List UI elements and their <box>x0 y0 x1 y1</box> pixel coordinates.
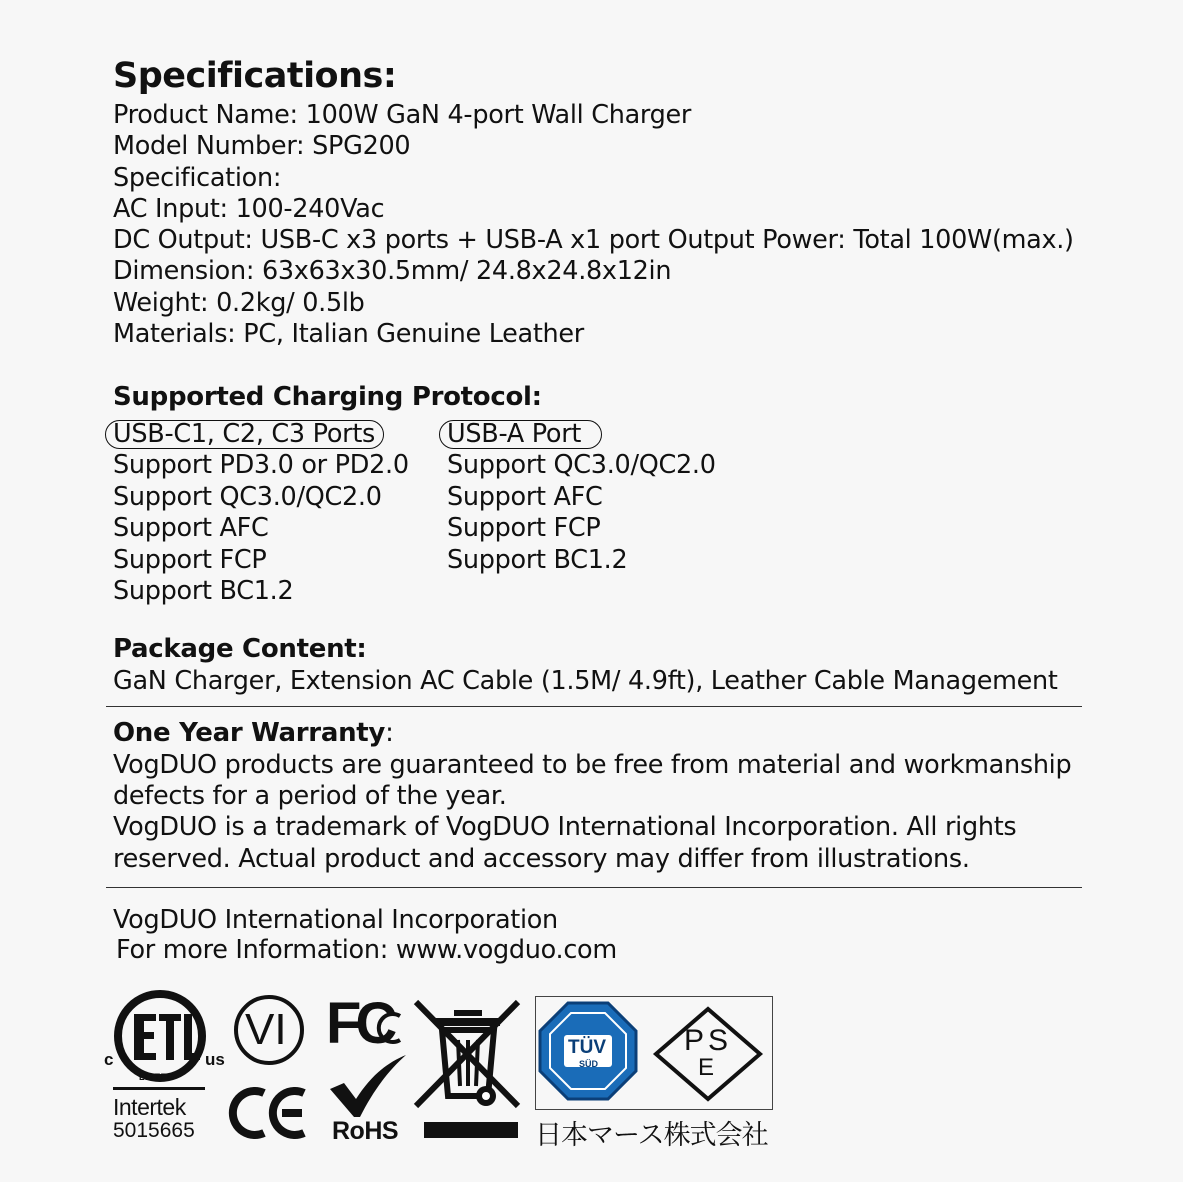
package-title: Package Content: <box>113 634 367 664</box>
protocol-item: Support FCP <box>447 513 601 544</box>
vi-label: VI <box>245 1005 287 1054</box>
company-info: For more Information: www.vogduo.com <box>116 935 617 965</box>
warranty-line: VogDUO products are guaranteed to be free from material and workmanship <box>113 750 1072 780</box>
specifications-title: Specifications: <box>113 56 397 96</box>
tuv-label: TÜV <box>568 1037 606 1058</box>
specifications-list <box>113 100 1074 350</box>
protocol-item: Support QC3.0/QC2.0 <box>113 481 382 512</box>
rohs-logo <box>326 1055 410 1145</box>
etl-listed-logo <box>104 990 229 1090</box>
intertek-number: 5015665 <box>113 1119 195 1142</box>
pse-ps-label: PS <box>684 1024 733 1057</box>
protocol-title: Supported Charging Protocol: <box>113 382 542 412</box>
warranty-heading <box>113 717 394 749</box>
protocol-item: Support AFC <box>447 481 603 512</box>
divider <box>106 887 1082 888</box>
crossed-out-bin-icon <box>414 1000 522 1142</box>
spec-line: AC Input: 100-240Vac <box>113 193 385 224</box>
intertek-label: Intertek <box>113 1094 186 1120</box>
etl-listed-label: LISTED <box>139 1072 175 1082</box>
spec-line: Model Number: SPG200 <box>113 131 411 162</box>
pse-e-label: E <box>698 1054 715 1081</box>
spec-line: DC Output: USB-C x3 ports + USB-A x1 port Output Power: Total 100W(max.) <box>113 225 1074 256</box>
spec-line: Dimension: 63x63x30.5mm/ 24.8x24.8x12in <box>113 256 672 287</box>
usb-c-protocol-list <box>113 419 409 607</box>
protocol-item: Support QC3.0/QC2.0 <box>447 450 716 481</box>
divider <box>106 706 1082 707</box>
package-content-text: GaN Charger, Extension AC Cable (1.5M/ 4.9ft), Leather Cable Management <box>113 666 1058 696</box>
warranty-colon: : <box>385 718 394 748</box>
rohs-label: RoHS <box>332 1117 399 1145</box>
spec-line: Materials: PC, Italian Genuine Leather <box>113 319 584 350</box>
protocol-item: Support PD3.0 or PD2.0 <box>113 450 409 481</box>
etl-us-label: us <box>205 1050 225 1069</box>
pse-japanese-label: 日本マース株式会社 <box>535 1120 768 1151</box>
spec-line: Specification: <box>113 162 282 193</box>
etl-underline <box>113 1087 205 1090</box>
checkmark-icon <box>326 1055 410 1119</box>
tuv-sud-label: SÜD <box>579 1059 599 1069</box>
protocol-item: Support FCP <box>113 544 267 575</box>
warranty-line: defects for a period of the year. <box>113 781 507 811</box>
ce-mark-icon <box>230 1085 310 1141</box>
usb-a-port-badge: USB-A Port <box>439 420 602 449</box>
warranty-line: VogDUO is a trademark of VogDUO International Incorporation. All rights <box>113 812 1017 842</box>
etl-c-label: c <box>104 1050 114 1069</box>
protocol-item: Support BC1.2 <box>113 576 294 607</box>
usb-a-protocol-list <box>447 419 716 576</box>
weee-logo <box>414 1000 522 1142</box>
vi-efficiency-logo <box>232 993 306 1067</box>
spec-line: Weight: 0.2kg/ 0.5lb <box>113 287 365 318</box>
tuv-pse-box <box>535 996 773 1110</box>
warranty-line: reserved. Actual product and accessory may differ from illustrations. <box>113 844 970 874</box>
usb-c-port-badge: USB-C1, C2, C3 Ports <box>105 420 384 449</box>
spec-line: Product Name: 100W GaN 4-port Wall Charger <box>113 100 692 130</box>
protocol-item: Support BC1.2 <box>447 544 628 575</box>
company-name: VogDUO International Incorporation <box>113 905 558 935</box>
warranty-title: One Year Warranty <box>113 718 386 748</box>
fcc-inner-c-icon <box>326 998 408 1058</box>
ce-mark-logo <box>230 1085 310 1141</box>
fcc-label: FC <box>326 991 392 1056</box>
fcc-logo <box>326 991 408 1058</box>
protocol-item: Support AFC <box>113 513 269 544</box>
